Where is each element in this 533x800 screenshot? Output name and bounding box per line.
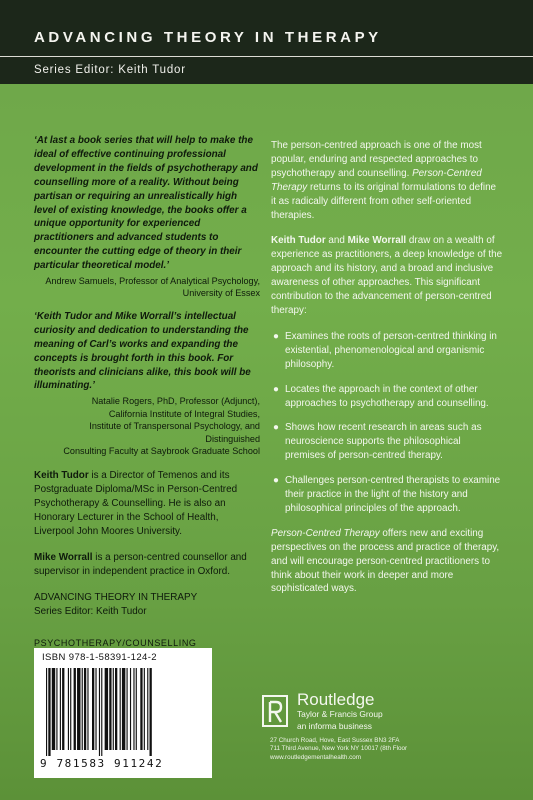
book-title-italic: Person-Centred Therapy: [271, 167, 482, 193]
description-paragraph-3: [271, 527, 503, 597]
author-name: Keith Tudor: [271, 235, 326, 247]
attribution-line: Institute of Transpersonal Psychology, and Distinguished: [89, 421, 260, 444]
description-paragraph-2: [271, 234, 503, 317]
address-line: www.routledgementalhealth.com: [270, 753, 362, 761]
bullet-icon: ●: [273, 422, 279, 434]
endorsement-quote-2: ‘Keith Tudor and Mike Worrall’s intellectual curiosity and dedication to understanding the meaning of Carl’s works and expanding the concepts is brought forth in this book. For theorists and clinicians alike, this book will be illuminating.’: [34, 310, 251, 392]
author-name: Mike Worrall: [34, 551, 93, 563]
description-paragraph-1: [271, 139, 503, 222]
list-item-text: Challenges person-centred therapists to examine their practice in the light of the history and philosophical principles of the approach.: [285, 475, 501, 514]
text-run: The person-centred approach is one of the most popular, enduring and respected approaches to psychotherapy and counselling.: [271, 140, 482, 179]
list-item-text: Locates the approach in the context of other approaches to psychotherapy and counselling.: [285, 383, 489, 409]
series-footer: [34, 591, 260, 619]
attribution-line: University of Essex: [182, 288, 260, 299]
attribution-line: Andrew Samuels, Professor of Analytical Psychology,: [45, 276, 260, 287]
list-item: [273, 330, 503, 372]
author-name: Mike Worrall: [347, 235, 407, 247]
isbn-barcode-box: [34, 648, 212, 778]
series-footer-editor: Series Editor: Keith Tudor: [34, 605, 147, 617]
list-item: [273, 474, 503, 516]
address-line: 27 Church Road, Hove, East Sussex BN3 2FA: [270, 737, 400, 744]
text-run: offers new and exciting perspectives on the process and practice of therapy, and will encourage person-centred practitioners to think about their work in deeper and more sophisticated ways.: [271, 527, 500, 595]
list-item-text: Examines the roots of person-centred thinking in existential, phenomenological and organismic philosophy.: [285, 330, 497, 370]
list-item: [273, 421, 503, 463]
author-name: Keith Tudor: [34, 470, 89, 482]
publisher-name: Routledge: [297, 690, 375, 709]
address-line: 711 Third Avenue, New York NY 10017 (8th Floor: [270, 745, 408, 753]
author-bio-text: is a person-centred counsellor and supervisor in independent practice in Oxford.: [34, 551, 247, 577]
list-item-text: Shows how recent research in areas such as neuroscience supports the philosophical premises of person-centred therapy.: [285, 422, 482, 462]
barcode-image: [44, 668, 202, 756]
text-run: draw on a wealth of experience as practitioners, a deep knowledge of the approach and its history, and a broad and inclusive awareness of other approaches. This significant contribution to the advancement of person-centred therapy:: [271, 235, 503, 316]
attribution-line: California Institute of Integral Studies,: [108, 408, 260, 419]
book-title-italic: Person-Centred Therapy: [271, 527, 380, 539]
publisher-group: Taylor & Francis Group: [297, 709, 383, 719]
publisher-address: [270, 737, 407, 762]
endorsement-quote-1: ‘At last a book series that will help to make the ideal of effective continuing professional development in the fields of psychotherapy and counselling more of a reality. Without being partisan or requiring an unrealistically high level of existing knowledge, the books offer a unique opportunity for experienced practitioners and advanced students to encounter the cutting edge of theory in their particular theoretical model.’: [34, 135, 258, 272]
attribution-line: Consulting Faculty at Saybrook Graduate School: [63, 445, 260, 456]
barcode-number: 9 781583 911242: [40, 757, 164, 770]
bullet-icon: ●: [273, 475, 279, 487]
author-bio-text: is a Director of Temenos and its Postgraduate Diploma/MSc in Person-Centred Psychotherapy & Counselling. He is also an Honorary Lecturer in the School of Health, Liverpool John Moores University.: [34, 470, 238, 537]
series-editor: Series Editor: Keith Tudor: [34, 64, 186, 76]
feature-list: [271, 330, 503, 516]
header-rule: [0, 56, 533, 57]
author-bio-mike-worrall: [34, 551, 260, 579]
isbn-label: ISBN 978-1-58391-124-2: [42, 652, 157, 663]
subject-category: PSYCHOTHERAPY/COUNSELLING: [34, 637, 197, 648]
list-item: [273, 383, 503, 411]
bullet-icon: ●: [273, 330, 279, 342]
series-footer-title: ADVANCING THEORY IN THERAPY: [34, 591, 198, 603]
author-bio-keith-tudor: [34, 469, 260, 539]
text-run: and: [325, 235, 348, 247]
text-run: returns to its original formulations to define it as radically different from other self-oriented therapies.: [271, 181, 497, 221]
publisher-tagline: an informa business: [297, 721, 372, 731]
endorsement-attribution-2: [34, 395, 260, 457]
series-title: ADVANCING THEORY IN THERAPY: [34, 29, 382, 46]
right-column: [271, 139, 503, 608]
attribution-line: Natalie Rogers, PhD, Professor (Adjunct),: [91, 396, 260, 407]
routledge-logo-icon: [261, 694, 291, 730]
bullet-icon: ●: [273, 383, 279, 395]
endorsement-attribution-1: [34, 275, 260, 300]
left-column: [34, 134, 260, 650]
